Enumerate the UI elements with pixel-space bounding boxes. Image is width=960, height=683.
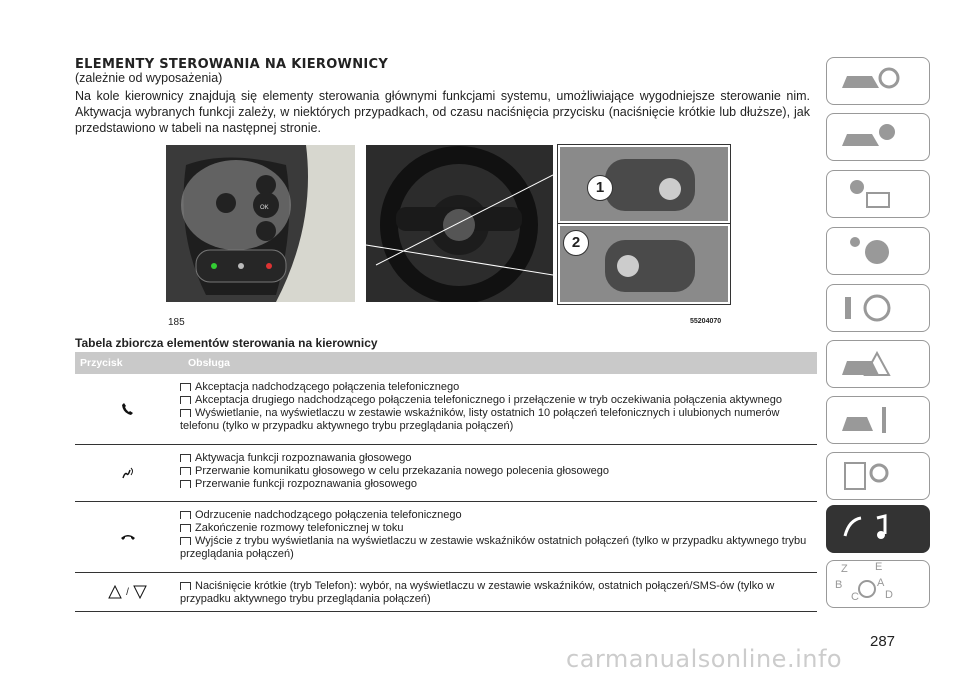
press-short-icon bbox=[180, 454, 191, 462]
sidebar-tab-technical-data[interactable] bbox=[826, 452, 930, 500]
sidebar-tab-warning-lights[interactable] bbox=[826, 170, 930, 218]
sidebar-tab-car-info[interactable] bbox=[826, 113, 930, 161]
maintenance-tools-icon bbox=[827, 397, 929, 443]
car-info-icon bbox=[827, 114, 929, 160]
page-title: ELEMENTY STEROWANIA NA KIEROWNICY bbox=[75, 57, 389, 72]
row-line: Przerwanie funkcji rozpoznawania głosowego bbox=[180, 478, 817, 491]
up-down-arrows-icon: / bbox=[75, 573, 180, 611]
row-line: Wyświetlanie, na wyświetlaczu w zestawie wskaźników, listy ostatnich 10 połączeń telefonicznych i ulubionych numerów telefonu (tylko w przypadku aktywnego trybu przeglądania połączeń) bbox=[180, 407, 780, 432]
table-row bbox=[75, 502, 817, 573]
page-number: 287 bbox=[870, 633, 896, 650]
figure-code: 55204070 bbox=[690, 318, 722, 325]
sidebar-tab-airbag[interactable] bbox=[826, 227, 930, 275]
press-short-icon bbox=[180, 383, 191, 391]
row-line: Zakończenie rozmowy telefonicznej w toku bbox=[180, 522, 817, 535]
car-search-icon bbox=[827, 58, 929, 104]
down-arrow-icon bbox=[133, 585, 147, 599]
phone-accept-icon bbox=[75, 374, 180, 444]
multimedia-icon bbox=[827, 506, 929, 552]
steering-wheel-photo bbox=[366, 145, 553, 302]
steering-buttons-photo bbox=[166, 145, 355, 302]
table-header bbox=[75, 352, 817, 374]
watermark: carmanualsonline.info bbox=[566, 645, 843, 673]
warning-lights-icon bbox=[827, 171, 929, 217]
press-short-icon bbox=[180, 524, 191, 532]
press-short-icon bbox=[180, 511, 191, 519]
ok-label: OK bbox=[260, 205, 269, 211]
sidebar-tab-car-search[interactable] bbox=[826, 57, 930, 105]
row-line: Naciśnięcie krótkie (tryb Telefon): wybór, na wyświetlaczu w zestawie wskaźników, ostatnich połączeń/SMS-ów (tylko w przypadku aktywnego trybu przeglądania połączeń) bbox=[180, 580, 775, 605]
callout-1: 1 bbox=[587, 175, 613, 201]
sidebar-tab-maintenance[interactable] bbox=[826, 396, 930, 444]
row-line: Przerwanie komunikatu głosowego w celu przekazania nowego polecenia głosowego bbox=[180, 465, 817, 478]
callout-2: 2 bbox=[563, 230, 589, 256]
press-short-icon bbox=[180, 409, 191, 417]
header-button: Przycisk bbox=[80, 357, 123, 369]
sidebar-tab-emergency[interactable] bbox=[826, 340, 930, 388]
detail-photo-1 bbox=[558, 145, 730, 223]
press-short-icon bbox=[180, 396, 191, 404]
sidebar-tab-index[interactable]: Z E B A C D bbox=[826, 560, 930, 608]
figure-number: 185 bbox=[168, 317, 185, 328]
technical-data-icon bbox=[827, 453, 929, 499]
row-line: Aktywacja funkcji rozpoznawania głosowego bbox=[180, 452, 817, 465]
table-row bbox=[75, 573, 817, 612]
page-subtitle: (zależnie od wyposażenia) bbox=[75, 71, 223, 85]
row-line: Odrzucenie nadchodzącego połączenia telefonicznego bbox=[180, 509, 817, 522]
airbag-safety-icon bbox=[827, 228, 929, 274]
table-title: Tabela zbiorcza elementów sterowania na kierownicy bbox=[75, 336, 378, 350]
intro-paragraph: Na kole kierownicy znajdują się elementy sterowania głównymi funkcjami systemu, umożliwiające wygodniejsze sterowanie nim. Aktywacja wybranych funkcji zależy, w niektórych przypadkach, od czasu naciśnięcia przycisku (naciśnięcie krótkie lub dłuższe), jak przedstawiono w tabeli na następnej stronie. bbox=[75, 89, 810, 135]
sidebar-tab-steering[interactable] bbox=[826, 284, 930, 332]
up-arrow-icon bbox=[108, 585, 122, 599]
press-short-icon bbox=[180, 467, 191, 475]
row-line: Wyjście z trybu wyświetlania na wyświetlaczu w zestawie wskaźników ostatnich połączeń (tylko w przypadku aktywnego trybu przeglądania połączeń) bbox=[180, 535, 807, 560]
phone-hangup-icon bbox=[75, 502, 180, 572]
controls-table bbox=[75, 352, 817, 612]
press-short-icon bbox=[180, 480, 191, 488]
steering-start-icon bbox=[827, 285, 929, 331]
row-line: Akceptacja nadchodzącego połączenia telefonicznego bbox=[180, 381, 817, 394]
table-row bbox=[75, 445, 817, 502]
sidebar-tab-multimedia[interactable] bbox=[826, 505, 930, 553]
header-operation: Obsługa bbox=[188, 357, 231, 369]
voice-command-icon bbox=[75, 445, 180, 501]
table-row bbox=[75, 374, 817, 445]
emergency-car-icon bbox=[827, 341, 929, 387]
row-line: Akceptacja drugiego nadchodzącego połączenia telefonicznego i przełączenie w tryb oczekiwania połączenia aktywnego bbox=[180, 394, 817, 407]
press-short-icon bbox=[180, 582, 191, 590]
press-short-icon bbox=[180, 537, 191, 545]
